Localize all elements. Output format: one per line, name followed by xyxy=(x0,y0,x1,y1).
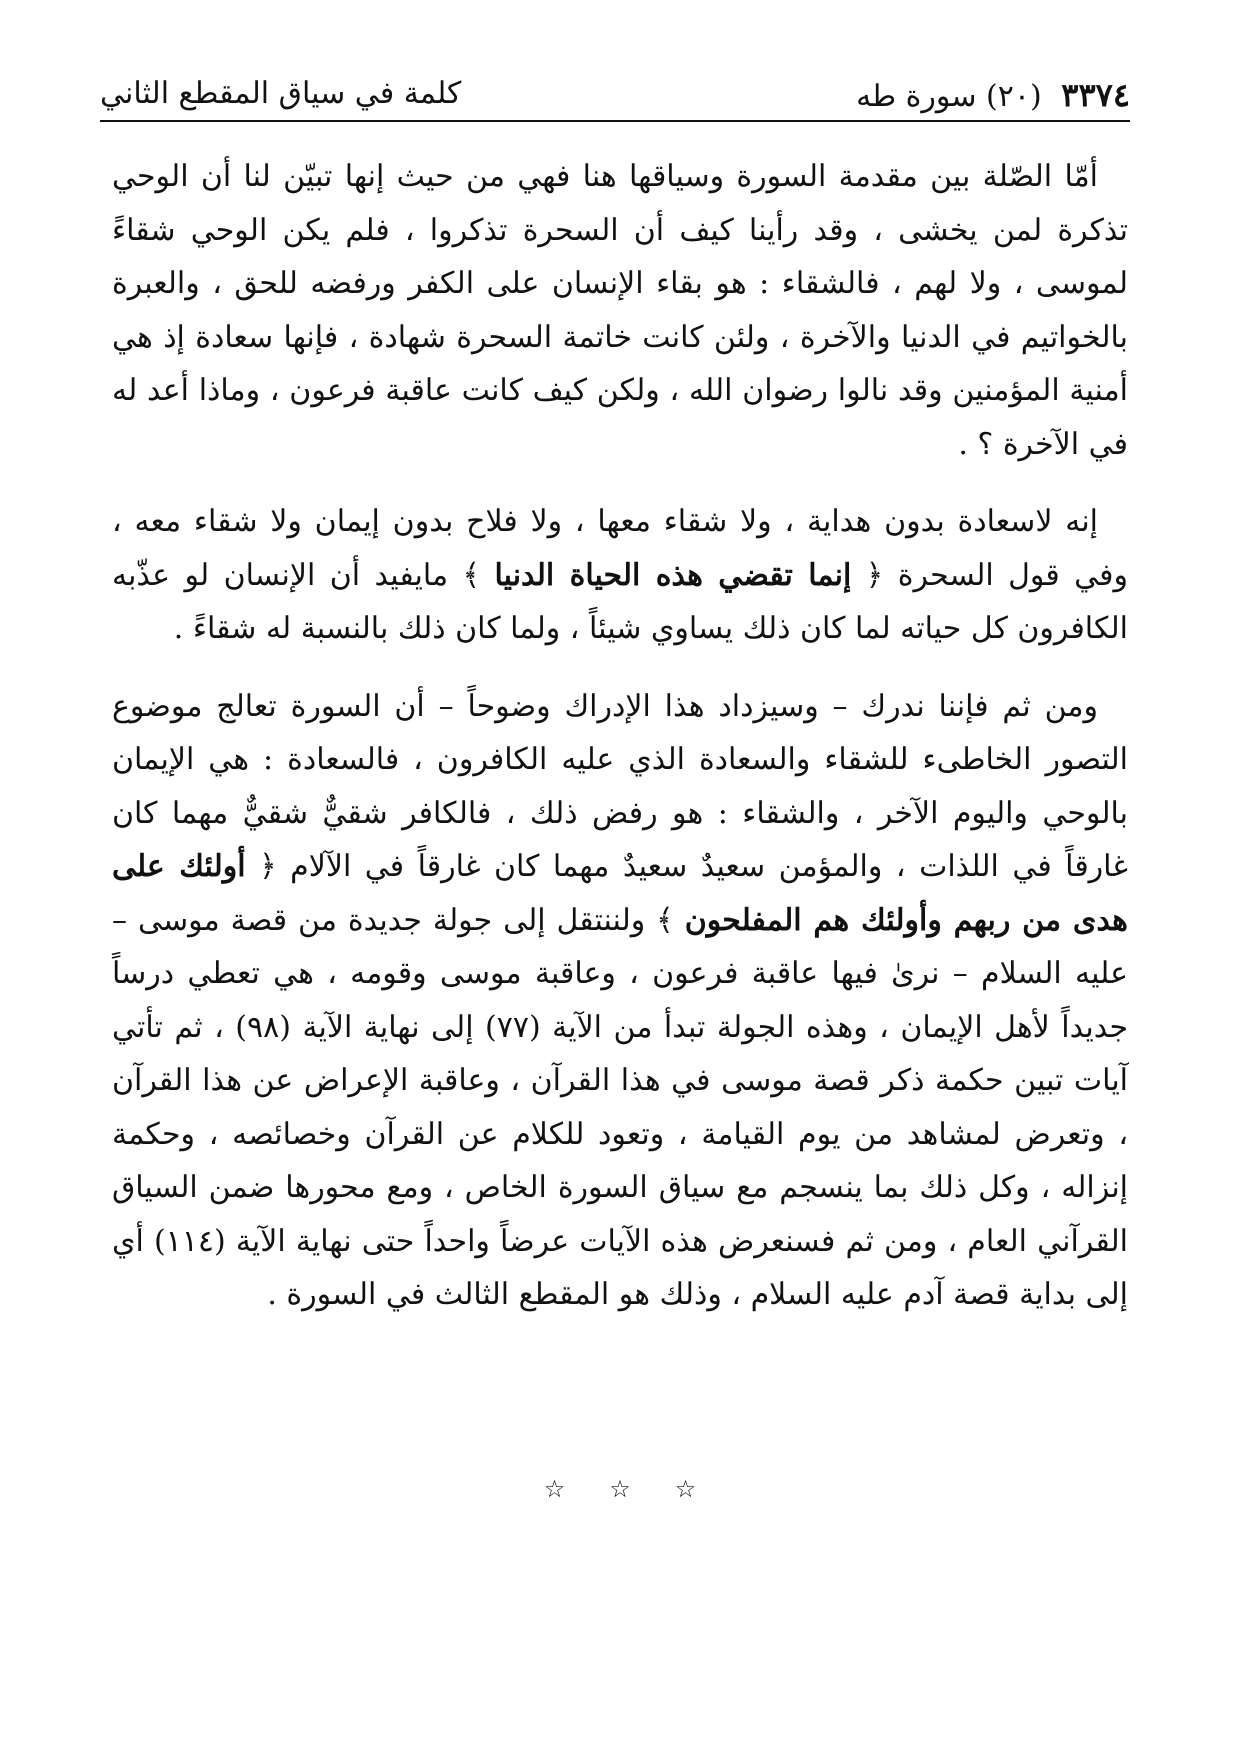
paragraph-2-after: ﴾ مايفيد أن الإنسان لو عذّبه الكافرون كل حياته لما كان ذلك يساوي شيئاً ، ولما كان ذلك بالنسبة له شقاءً . xyxy=(112,557,1128,646)
star-icon: ☆ xyxy=(609,1475,631,1503)
section-title: كلمة في سياق المقطع الثاني xyxy=(100,76,462,111)
quran-quote-2: أولئك على هدى من ربهم وأولئك هم المفلحون xyxy=(112,849,1128,938)
paragraph-3-before: ومن ثم فإننا ندرك – وسيزداد هذا الإدراك وضوحاً – أن السورة تعالج موضوع التصور الخاطىء للشقاء والسعادة الذي عليه الكافرون ، فالسعادة : هي الإيمان بالوحي واليوم الآخر ، والشقاء : هو رفض ذلك ، فالكافر شقيٌّ شقيٌّ مهما كان غارقاً في اللذات ، والمؤمن سعيدٌ سعيدٌ مهما كان غارقاً في الآلام ﴿ xyxy=(112,688,1129,884)
quran-quote-1: إنما تقضي هذه الحياة الدنيا xyxy=(494,557,852,593)
page-header xyxy=(100,72,1130,122)
section-separator xyxy=(0,1475,1240,1503)
surah-label: (٢٠) سورة طه xyxy=(856,79,1042,114)
paragraph-3 xyxy=(112,680,1128,1322)
paragraph-2-before: إنه لاسعادة بدون هداية ، ولا شقاء معها ، ولا فلاح بدون إيمان ولا شقاء معه ، وفي قول السحرة ﴿ xyxy=(112,504,1128,593)
star-icon: ☆ xyxy=(674,1475,697,1503)
paragraph-3-after: ﴾ ولننتقل إلى جولة جديدة من قصة موسى – عليه السلام – نرىٰ فيها عاقبة فرعون ، وعاقبة موسى وقومه ، هي تعطي درساً جديداً لأهل الإيمان ، وهذه الجولة تبدأ من الآية (٧٧) إلى نهاية الآية (٩٨) ، ثم تأتي آيات تبين حكمة ذكر قصة موسى في هذا القرآن ، وعاقبة الإعراض عن هذا القرآن ، وتعرض لمشاهد من يوم القيامة ، وتعود للكلام عن القرآن وخصائصه ، وحكمة إنزاله ، وكل ذلك بما ينسجم مع سياق السورة الخاص ، ومع محورها ضمن السياق القرآني العام ، ومن ثم فسنعرض هذه الآيات عرضاً واحداً حتى نهاية الآية (١١٤) أي إلى بداية قصة آدم عليه السلام ، وذلك هو المقطع الثالث في السورة . xyxy=(112,902,1129,1312)
header-right xyxy=(856,76,1130,114)
paragraph-1: أمّا الصّلة بين مقدمة السورة وسياقها هنا فهي من حيث إنها تبيّن لنا أن الوحي تذكرة لمن يخشى ، وقد رأينا كيف أن السحرة تذكروا ، فلم يكن الوحي شقاءً لموسى ، ولا لهم ، فالشقاء : هو بقاء الإنسان على الكفر ورفضه للحق ، والعبرة بالخواتيم في الدنيا والآخرة ، ولئن كانت خاتمة السحرة شهادة ، فإنها سعادة إذ هي أمنية المؤمنين وقد نالوا رضوان الله ، ولكن كيف كانت عاقبة فرعون ، وماذا أعد له في الآخرة ؟ . xyxy=(112,159,1129,462)
paragraph-2 xyxy=(112,495,1128,656)
star-icon: ☆ xyxy=(543,1475,566,1503)
page-number: ٣٣٧٤ xyxy=(1061,76,1130,114)
page-body xyxy=(112,150,1128,1322)
